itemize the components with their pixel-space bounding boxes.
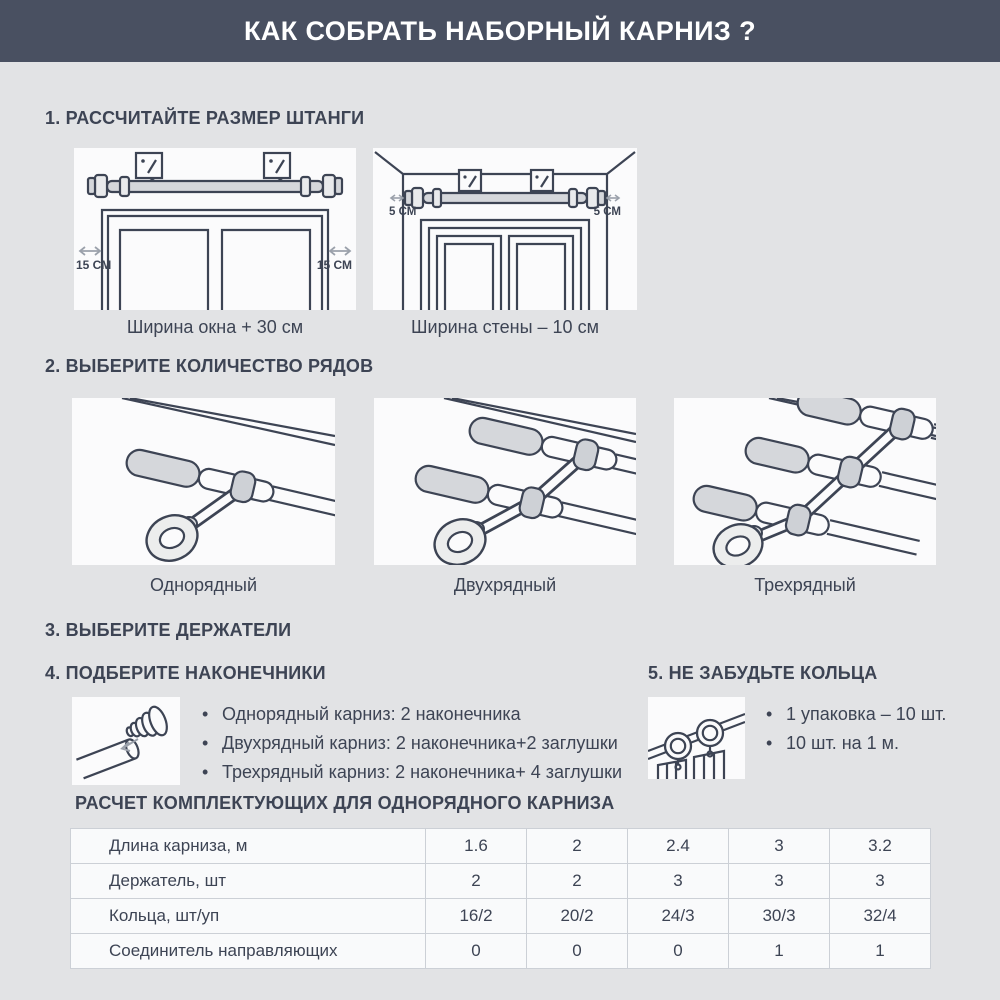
triple-row-bracket-icon [674, 398, 936, 565]
double-row-bracket-icon [374, 398, 636, 565]
table-cell: 1.6 [426, 829, 527, 864]
list-item: • 10 шт. на 1 м. [762, 729, 946, 758]
rings-icon-panel [648, 697, 745, 779]
single-row-bracket-panel [72, 398, 335, 565]
table-cell: 16/2 [426, 899, 527, 934]
wall-rod-diagram-icon [373, 148, 637, 310]
table-cell: 32/4 [830, 899, 931, 934]
step3-heading: 3. ВЫБЕРИТЕ ДЕРЖАТЕЛИ [45, 620, 292, 640]
double-row-caption: Двухрядный [453, 575, 557, 595]
table-cell: 0 [527, 934, 628, 969]
table-cell: 0 [628, 934, 729, 969]
table-cell: 3.2 [830, 829, 931, 864]
table-cell: 2 [527, 864, 628, 899]
table-cell: 20/2 [527, 899, 628, 934]
table-cell: 2 [527, 829, 628, 864]
table-cell: 2.4 [628, 829, 729, 864]
right-offset-label: 15 СМ [316, 258, 352, 272]
triple-row-caption: Трехрядный [754, 575, 856, 595]
triple-row-bracket-panel [674, 398, 936, 565]
step2-heading: 2. ВЫБЕРИТЕ КОЛИЧЕСТВО РЯДОВ [45, 356, 374, 376]
table-row-label: Соединитель направляющих [71, 934, 426, 969]
table-cell: 24/3 [628, 899, 729, 934]
list-item: • Двухрядный карниз: 2 наконечника+2 заглушки [198, 729, 622, 758]
wall-rod-diagram-panel [373, 148, 637, 310]
list-item: • Трехрядный карниз: 2 наконечника+ 4 заглушки [198, 758, 622, 787]
table-row-label: Кольца, шт/уп [71, 899, 426, 934]
single-row-caption: Однорядный [149, 575, 258, 595]
left-offset-label: 5 СМ [389, 206, 417, 218]
table-row-label: Держатель, шт [71, 864, 426, 899]
table-cell: 3 [830, 864, 931, 899]
left-offset-label: 15 СМ [76, 258, 112, 272]
right-offset-label: 5 СМ [593, 206, 621, 218]
page-title: КАК СОБРАТЬ НАБОРНЫЙ КАРНИЗ ? [243, 15, 757, 46]
wall-panel-caption: Ширина стены – 10 см [411, 317, 599, 337]
table-cell: 1 [830, 934, 931, 969]
table-cell: 0 [426, 934, 527, 969]
single-row-bracket-icon [72, 398, 335, 565]
step1-heading: 1. РАССЧИТАЙТЕ РАЗМЕР ШТАНГИ [45, 108, 365, 128]
table-cell: 30/3 [729, 899, 830, 934]
table-row-label: Длина карниза, м [71, 829, 426, 864]
step5-heading: 5. НЕ ЗАБУДЬТЕ КОЛЬЦА [648, 663, 878, 683]
step5-bullet-list [762, 700, 946, 758]
window-rod-diagram-panel [74, 148, 356, 310]
rod-and-finial-icon [72, 697, 180, 785]
components-table [70, 828, 931, 969]
step4-bullet-list [198, 700, 622, 787]
step4-heading: 4. ПОДБЕРИТЕ НАКОНЕЧНИКИ [45, 663, 326, 683]
finial-icon-panel [72, 697, 180, 785]
table-cell: 3 [729, 829, 830, 864]
table-cell: 3 [729, 864, 830, 899]
list-item: • 1 упаковка – 10 шт. [762, 700, 946, 729]
table-cell: 1 [729, 934, 830, 969]
window-rod-diagram-icon [74, 148, 356, 310]
table-cell: 2 [426, 864, 527, 899]
window-panel-caption: Ширина окна + 30 см [126, 317, 304, 337]
rings-on-rod-icon [648, 697, 745, 779]
table-title: РАСЧЕТ КОМПЛЕКТУЮЩИХ ДЛЯ ОДНОРЯДНОГО КАРНИЗА [75, 793, 615, 813]
double-row-bracket-panel [374, 398, 636, 565]
page-header [0, 0, 1000, 62]
table-cell: 3 [628, 864, 729, 899]
list-item: • Однорядный карниз: 2 наконечника [198, 700, 622, 729]
